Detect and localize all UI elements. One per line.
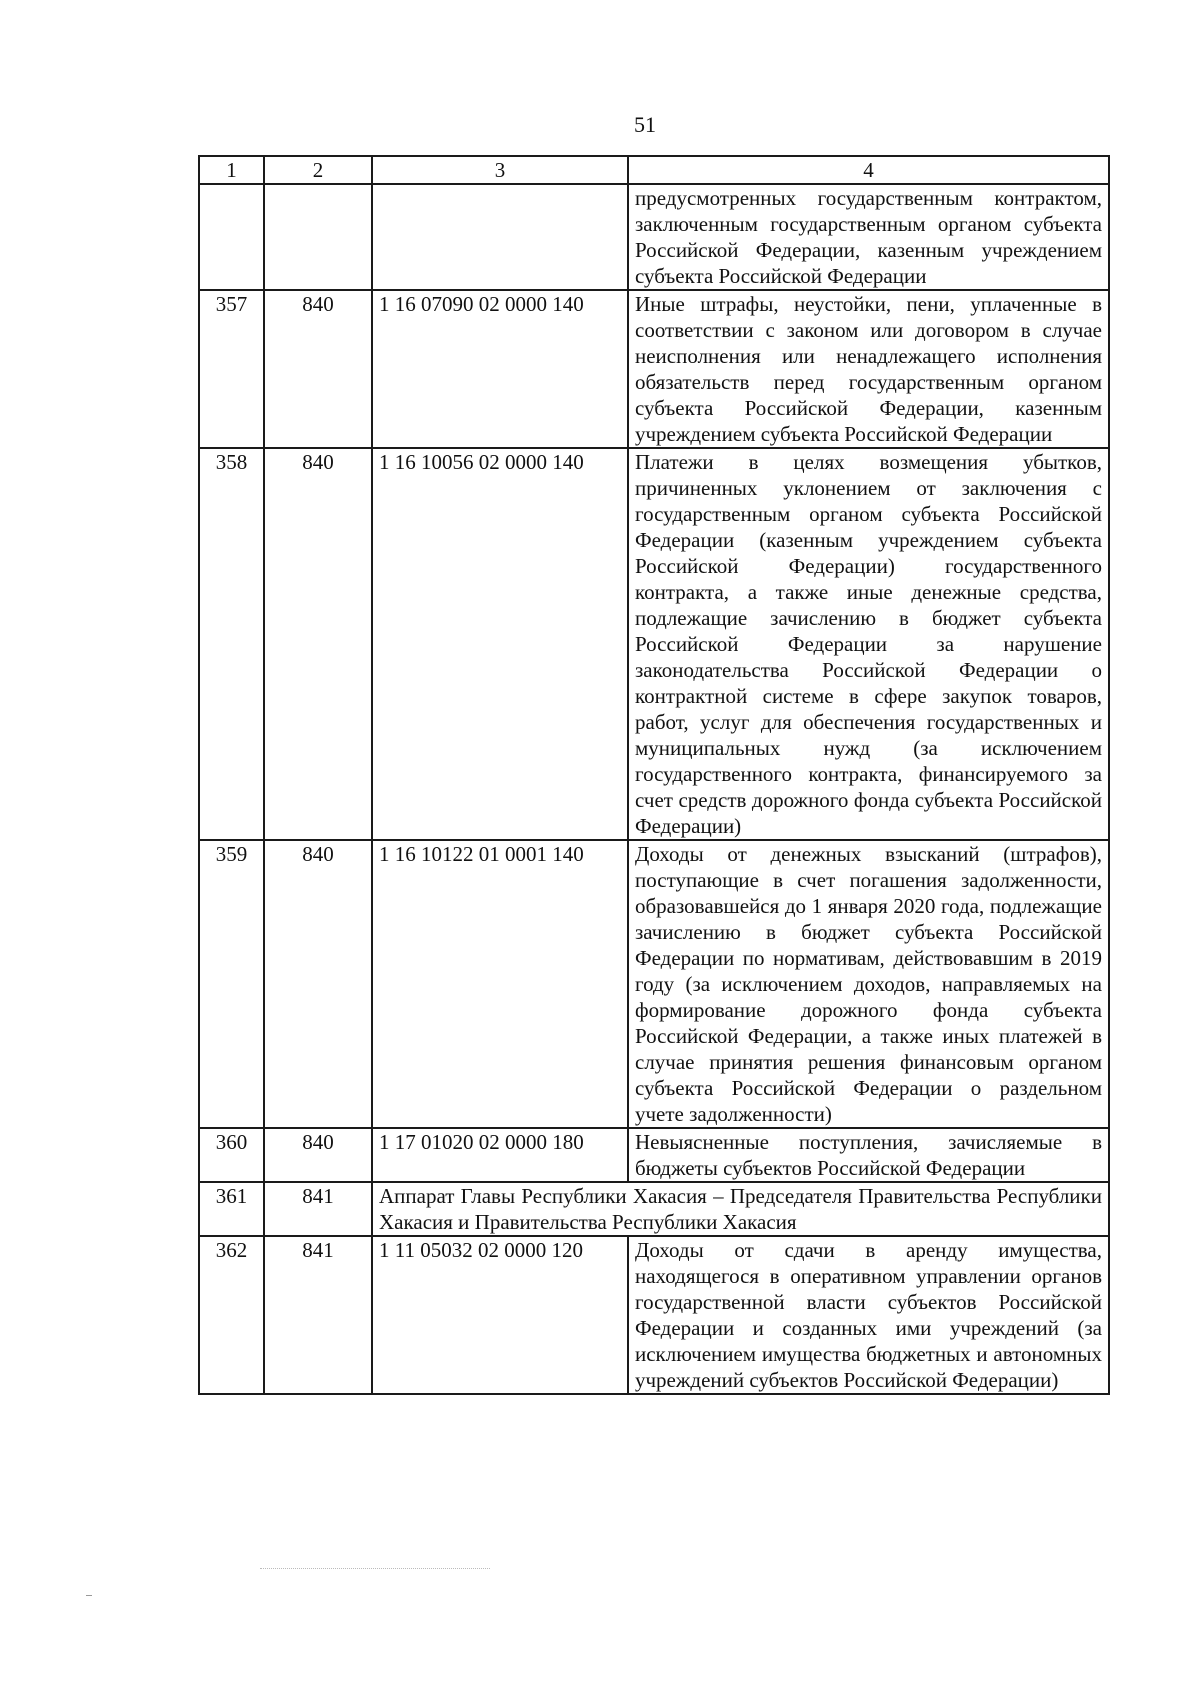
table-header-row bbox=[199, 156, 1109, 184]
row-number-cell: 361 bbox=[199, 1182, 264, 1236]
admin-code-cell: 841 bbox=[264, 1182, 372, 1236]
description-cell: Невыясненные поступления, зачисляемые в бюджеты субъектов Российской Федерации bbox=[628, 1128, 1109, 1182]
row-number-cell: 359 bbox=[199, 840, 264, 1128]
budget-code-cell bbox=[372, 184, 628, 290]
description-cell: предусмотренных государственным контрактом, заключенным государственным органом субъекта Российской Федерации, казенным учреждением субъекта Российской Федерации bbox=[628, 184, 1109, 290]
budget-code-cell: 1 16 10122 01 0001 140 bbox=[372, 840, 628, 1128]
header-col-4: 4 bbox=[628, 156, 1109, 184]
table-row bbox=[199, 290, 1109, 448]
table-row bbox=[199, 448, 1109, 840]
row-number-cell: 358 bbox=[199, 448, 264, 840]
admin-code-cell bbox=[264, 184, 372, 290]
admin-code-cell: 841 bbox=[264, 1236, 372, 1394]
admin-code-cell: 840 bbox=[264, 448, 372, 840]
organization-name-cell: Аппарат Главы Республики Хакасия – Председателя Правительства Республики Хакасия и Правительства Республики Хакасия bbox=[372, 1182, 1109, 1236]
description-cell: Доходы от денежных взысканий (штрафов), поступающие в счет погашения задолженности, образовавшейся до 1 января 2020 года, подлежащие зачислению в бюджет субъекта Российской Федерации по нормативам, действовавшим в 2019 году (за исключением доходов, направляемых на формирование дорожного фонда субъекта Российской Федерации, а также иных платежей в случае принятия решения финансовым органом субъекта Российской Федерации о раздельном учете задолженности) bbox=[628, 840, 1109, 1128]
description-cell: Доходы от сдачи в аренду имущества, находящегося в оперативном управлении органов государственной власти субъектов Российской Федерации и созданных ими учреждений (за исключением имущества бюджетных и автономных учреждений субъектов Российской Федерации) bbox=[628, 1236, 1109, 1394]
row-number-cell: 360 bbox=[199, 1128, 264, 1182]
budget-code-cell: 1 17 01020 02 0000 180 bbox=[372, 1128, 628, 1182]
admin-code-cell: 840 bbox=[264, 290, 372, 448]
table-row bbox=[199, 840, 1109, 1128]
header-col-2: 2 bbox=[264, 156, 372, 184]
table-row bbox=[199, 1128, 1109, 1182]
row-number-cell: 362 bbox=[199, 1236, 264, 1394]
budget-code-cell: 1 16 10056 02 0000 140 bbox=[372, 448, 628, 840]
table-row-organization bbox=[199, 1182, 1109, 1236]
table-row bbox=[199, 1236, 1109, 1394]
admin-code-cell: 840 bbox=[264, 1128, 372, 1182]
table-row-continuation bbox=[199, 184, 1109, 290]
scan-artifact bbox=[86, 1595, 92, 1596]
header-col-1: 1 bbox=[199, 156, 264, 184]
description-cell: Иные штрафы, неустойки, пени, уплаченные в соответствии с законом или договором в случае неисполнения или ненадлежащего исполнения обязательств перед государственным органом субъекта Российской Федерации, казенным учреждением субъекта Российской Федерации bbox=[628, 290, 1109, 448]
budget-code-cell: 1 11 05032 02 0000 120 bbox=[372, 1236, 628, 1394]
page-number: 51 bbox=[634, 112, 656, 137]
admin-code-cell: 840 bbox=[264, 840, 372, 1128]
row-number-cell: 357 bbox=[199, 290, 264, 448]
scan-artifact bbox=[260, 1568, 490, 1571]
budget-code-cell: 1 16 07090 02 0000 140 bbox=[372, 290, 628, 448]
revenue-classification-table bbox=[198, 155, 1110, 1395]
description-cell: Платежи в целях возмещения убытков, причиненных уклонением от заключения с государственным органом субъекта Российской Федерации (казенным учреждением субъекта Российской Федерации) государственного контракта, а также иные денежные средства, подлежащие зачислению в бюджет субъекта Российской Федерации за нарушение законодательства Российской Федерации о контрактной системе в сфере закупок товаров, работ, услуг для обеспечения государственных и муниципальных нужд (за исключением государственного контракта, финансируемого за счет средств дорожного фонда субъекта Российской Федерации) bbox=[628, 448, 1109, 840]
header-col-3: 3 bbox=[372, 156, 628, 184]
row-number-cell bbox=[199, 184, 264, 290]
